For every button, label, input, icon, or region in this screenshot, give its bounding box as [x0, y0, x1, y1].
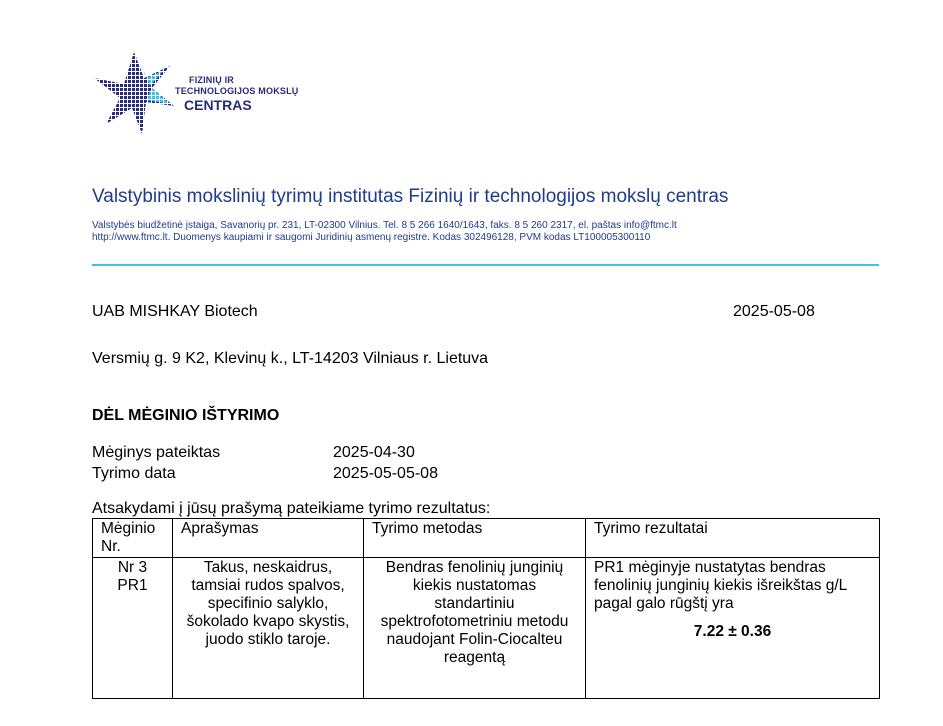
meta-value-test-date: 2025-05-05-08	[333, 465, 438, 482]
institution-info-line1: Valstybės biudžetinė įstaiga, Savanorių pr. 231, LT-02300 Vilnius. Tel. 8 5 266 1640/1643, faks. 8 5 260 2317, el. paštas info@ftmc.lt	[92, 220, 677, 231]
ftmc-logo	[92, 48, 332, 138]
results-table	[92, 518, 880, 699]
logo-text-line1: FIZINIŲ IR	[189, 75, 234, 85]
cell-sample-nr	[93, 558, 173, 699]
header-method: Tyrimo metodas	[364, 519, 586, 558]
recipient-name: UAB MISHKAY Biotech	[92, 303, 258, 320]
sample-nr-line1: Nr 3	[117, 559, 148, 576]
ftmc-star-emblem-icon	[92, 48, 177, 138]
sample-nr-line2: PR1	[117, 577, 148, 594]
result-text: PR1 mėginyje nustatytas bendras fenolinių junginių kiekis išreikštas g/L pagal galo rūgštį yra	[594, 559, 847, 612]
table-row	[93, 558, 880, 699]
institution-info	[92, 220, 677, 244]
cell-method: Bendras fenolinių junginių kiekis nustatomas standartiniu spektrofotometriniu metodu naudojant Folin-Ciocalteu reagentą	[364, 558, 586, 699]
header-description: Aprašymas	[173, 519, 364, 558]
meta-label-submitted: Mėginys pateiktas	[92, 444, 221, 461]
header-sample-nr: Mėginio Nr.	[93, 519, 173, 558]
institution-info-line2: http://www.ftmc.lt. Duomenys kaupiami ir saugomi Juridinių asmenų registre. Kodas 302496128, PVM kodas LT100005300110	[92, 232, 651, 243]
cell-description: Takus, neskaidrus, tamsiai rudos spalvos, specifinio salyklo, šokolado kvapo skystis, juodo stiklo taroje.	[173, 558, 364, 699]
letter-subject: DĖL MĖGINIO IŠTYRIMO	[92, 407, 280, 424]
header-divider	[92, 264, 879, 266]
header-results: Tyrimo rezultatai	[586, 519, 880, 558]
institution-title: Valstybinis mokslinių tyrimų institutas Fizinių ir technologijos mokslų centras	[92, 186, 729, 207]
meta-value-submitted: 2025-04-30	[333, 444, 415, 461]
meta-label-test-date: Tyrimo data	[92, 465, 176, 482]
table-header-row	[93, 519, 880, 558]
recipient-address: Versmių g. 9 K2, Klevinų k., LT-14203 Vilniaus r. Lietuva	[92, 350, 489, 367]
results-intro: Atsakydami į jūsų prašymą pateikiame tyrimo rezultatus:	[92, 500, 491, 517]
logo-text-line2: TECHNOLOGIJOS MOKSLŲ	[175, 86, 299, 96]
cell-result	[586, 558, 880, 699]
letter-date: 2025-05-08	[733, 303, 815, 320]
result-value: 7.22 ± 0.36	[693, 623, 772, 640]
logo-text-line3: CENTRAS	[184, 97, 252, 113]
